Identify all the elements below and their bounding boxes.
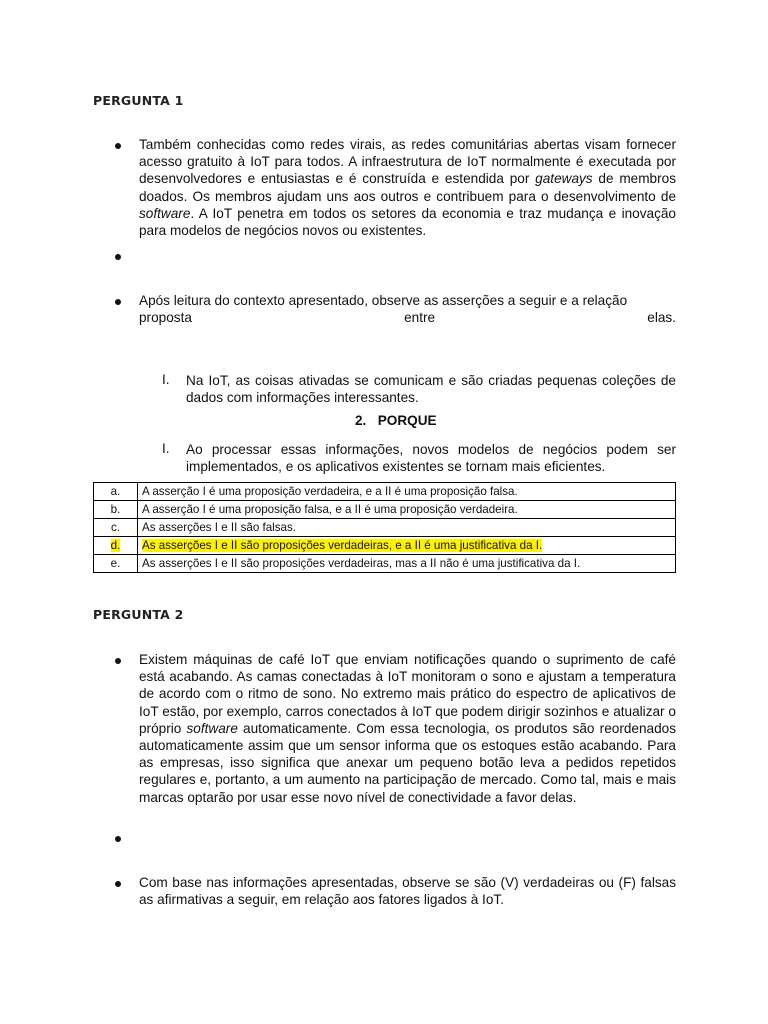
- bullet-icon: [115, 836, 121, 842]
- option-text: A asserção I é uma proposição falsa, e a II é uma proposição verdadeira.: [138, 501, 676, 519]
- bullet-icon: [115, 658, 121, 664]
- option-letter: c.: [94, 519, 138, 537]
- assertion-1-number: I.: [162, 372, 170, 387]
- option-letter: d.: [94, 537, 138, 555]
- option-text: [138, 537, 676, 555]
- porque-label: 2. PORQUE: [355, 413, 437, 428]
- question-2-context: Existem máquinas de café IoT que enviam notificações quando o suprimento de café está acabando. As camas conectadas à IoT monitoram o sono e ajustam a temperatura de acordo com o ritmo de sono. No extremo mais prático do espectro de aplicativos de IoT estão, por exemplo, carros conectados à IoT que podem dirigir sozinhos e atualizar o próprio software automaticamente. Com essa tecnologia, os produtos são reordenados automaticamente assim que um sensor informa que os estoques estão acabando. Para as empresas, isso significa que anexar um pequeno botão leva a pedidos repetidos regulares e, portanto, a um aumento na participação de mercado. Como tal, mais e mais marcas optarão por usar esse novo nível de conectividade a favor delas.: [139, 652, 676, 805]
- answer-options-table: [93, 482, 676, 573]
- assertion-2-text: Ao processar essas informações, novos modelos de negócios podem ser implementados, e os aplicativos existentes se tornam mais eficientes.: [186, 442, 676, 475]
- bullet-icon: [115, 143, 121, 149]
- answer-option-b[interactable]: [94, 501, 676, 519]
- assertion-2-number: I.: [162, 441, 170, 456]
- question-1-heading: PERGUNTA 1: [93, 93, 184, 108]
- question-2-heading: PERGUNTA 2: [93, 607, 184, 622]
- question-1-context: Também conhecidas como redes virais, as redes comunitárias abertas visam fornecer acesso gratuito à IoT para todos. A infraestrutura de IoT normalmente é executada por desenvolvedores e entusiastas e é construída e estendida por gateways de membros doados. Os membros ajudam uns aos outros e contribuem para o desenvolvimento de software. A IoT penetra em todos os setores da economia e traz mudança e inovação para modelos de negócios novos ou existentes.: [139, 137, 677, 239]
- option-text: As asserções I e II são falsas.: [138, 519, 676, 537]
- highlighted-answer: As asserções I e II são proposições verdadeiras, e a II é uma justificativa da I.: [142, 539, 543, 552]
- bullet-icon: [115, 299, 121, 305]
- option-letter: b.: [94, 501, 138, 519]
- answer-option-a[interactable]: [94, 483, 676, 501]
- bullet-icon: [115, 881, 121, 887]
- answer-option-c[interactable]: [94, 519, 676, 537]
- answer-option-d[interactable]: [94, 537, 676, 555]
- bullet-icon: [115, 254, 121, 260]
- option-text: As asserções I e II são proposições verdadeiras, mas a II não é uma justificativa da I.: [138, 555, 676, 573]
- assertion-1-text: Na IoT, as coisas ativadas se comunicam e são criadas pequenas coleções de dados com informações interessantes.: [186, 373, 676, 406]
- question-1-instruction-line2: proposta entre elas.: [139, 310, 676, 325]
- answer-option-e[interactable]: [94, 555, 676, 573]
- option-letter: a.: [94, 483, 138, 501]
- question-1-instruction: Após leitura do contexto apresentado, observe as asserções a seguir e a relação: [139, 293, 628, 308]
- option-letter: e.: [94, 555, 138, 573]
- question-2-instruction: Com base nas informações apresentadas, observe se são (V) verdadeiras ou (F) falsas as afirmativas a seguir, em relação aos fatores ligados à IoT.: [139, 875, 676, 908]
- option-text: A asserção I é uma proposição verdadeira, e a II é uma proposição falsa.: [138, 483, 676, 501]
